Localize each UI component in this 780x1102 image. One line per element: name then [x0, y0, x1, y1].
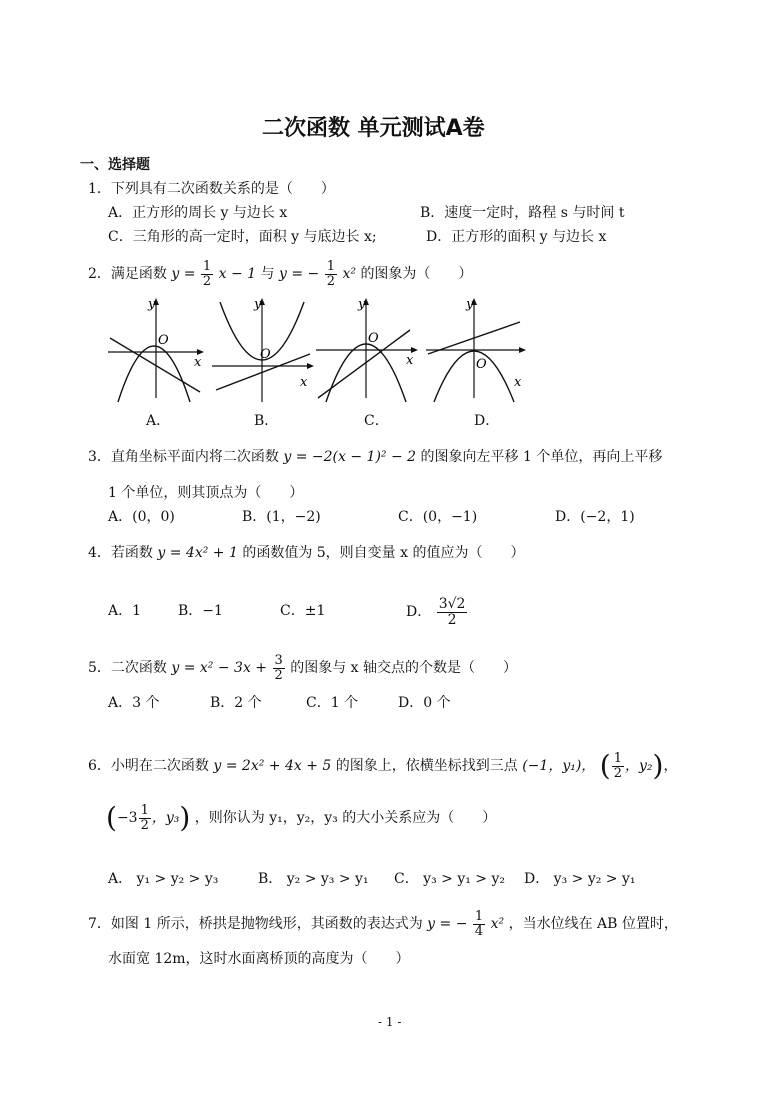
q5-option-d: D．0 个	[398, 695, 451, 711]
q1-option-d: D．正方形的面积 y 与边长 x	[426, 229, 607, 245]
q2-mid: 与	[260, 266, 275, 282]
q2-stem	[88, 254, 472, 294]
section-heading: 一、选择题	[80, 157, 150, 173]
q6-point-2-frac: $\frac{1}{2}$	[613, 750, 622, 781]
graph-c-x-label: x	[406, 353, 414, 368]
q5-frac: $\frac{3}{2}$	[274, 652, 283, 683]
graph-d-x-label: x	[514, 375, 522, 390]
q6-stem-line1: 6．小明在二次函数 y = 2x² + 4x + 5 的图象上，依横坐标找到三点 (−1，y₁)， ( $\frac{1}{2}$ ，y₂)，	[88, 749, 678, 782]
q4-option-a: A．1	[108, 603, 142, 619]
q6-point-3-tail: ，y₃	[151, 810, 180, 826]
graph-c-origin: O	[368, 331, 379, 346]
q2-f1-frac: $\frac{1}{2}$	[202, 258, 212, 289]
graph-c-y-label: y	[358, 297, 366, 312]
page-title: 二次函数 单元测试A卷	[262, 116, 485, 141]
q5-option-c: C．1 个	[306, 695, 359, 711]
graph-c-label: C．	[364, 413, 389, 429]
q4-option-c: C．±1	[280, 603, 326, 619]
q5-formula: y = x² − 3x +	[171, 660, 268, 676]
q4-option-b: B．−1	[178, 603, 223, 619]
q6-point-1: (−1，y₁)，	[522, 758, 596, 774]
q2-f1-post: x − 1	[218, 266, 257, 282]
q5-stem: 5．二次函数 y = x² − 3x + $\frac{3}{2}$ 的图象与 x 轴交点的个数是（ ）	[88, 652, 518, 683]
q6-option-a: A． y₁ > y₂ > y₃	[108, 871, 219, 887]
q1-option-c: C．三角形的高一定时，面积 y 与底边长 x;	[108, 229, 377, 245]
q4-stem: 4．若函数 y = 4x² + 1 的函数值为 5，则自变量 x 的值应为（ ）	[88, 545, 525, 561]
q7-stem-line1: 7．如图 1 所示，桥拱是抛物线形，其函数的表达式为 y = − $\frac{1}{4}$ x² ，当水位线在 AB 位置时，	[88, 908, 678, 939]
q4-formula: y = 4x² + 1	[157, 545, 238, 561]
q3-option-c: C．(0，−1)	[398, 509, 478, 525]
q2-f2-post: x²	[342, 266, 356, 282]
graph-d	[426, 297, 526, 402]
q3-stem-line1: 3．直角坐标平面内将二次函数 y = −2(x − 1)² − 2 的图象向左平移 1 个单位，再向上平移	[88, 449, 663, 465]
q1-stem: 1．下列具有二次函数关系的是（ ）	[88, 181, 335, 197]
graph-a-label: A．	[146, 413, 171, 429]
q4-option-d-frac: $\frac{3√2}{2}$	[438, 595, 466, 628]
graph-d-label: D．	[474, 413, 500, 429]
q6-option-d: D． y₃ > y₂ > y₁	[524, 871, 636, 887]
q1-option-a: A．正方形的周长 y 与边长 x	[108, 205, 288, 221]
q5-option-b: B．2 个	[210, 695, 262, 711]
q6-point-2-tail: ，y₂	[624, 758, 653, 774]
graph-b-label: B．	[254, 413, 279, 429]
q6-stem-line2: (−3 $\frac{1}{2}$ ，y₃) ，则你认为 y₁，y₂，y₃ 的大小关系应为（ ）	[106, 801, 497, 834]
q6-formula: y = 2x² + 4x + 5	[213, 758, 332, 774]
q2-graphs	[104, 294, 534, 406]
graph-a	[108, 297, 204, 402]
q6-point-3-frac: $\frac{1}{2}$	[140, 802, 149, 833]
q3-option-d: D．(−2，1)	[555, 509, 635, 525]
q2-tail: 的图象为（ ）	[360, 266, 473, 282]
q6-option-b: B． y₂ > y₃ > y₁	[258, 871, 369, 887]
q2-f1-pre: y =	[171, 266, 196, 282]
q3-option-b: B．(1，−2)	[242, 509, 321, 525]
graph-a-x-label: x	[194, 355, 202, 370]
q2-f2-frac: $\frac{1}{2}$	[326, 258, 336, 289]
q7-formula-post: x²	[490, 916, 505, 932]
graph-d-y-label: y	[466, 297, 474, 312]
graph-a-origin: O	[158, 333, 169, 348]
q3-option-a: A．(0，0)	[108, 509, 175, 525]
graph-b-y-label: y	[254, 297, 262, 312]
page-number: - 1 -	[378, 1015, 402, 1029]
graph-d-origin: O	[476, 357, 487, 372]
q3-formula: y = −2(x − 1)² − 2	[283, 449, 417, 465]
q2-f2-pre: y = −	[279, 266, 320, 282]
q7-stem-line2: 水面宽 12m，这时水面离桥顶的高度为（ ）	[108, 951, 410, 967]
graph-b-x-label: x	[300, 375, 308, 390]
q6-option-c: C． y₃ > y₁ > y₂	[394, 871, 505, 887]
q7-formula-pre: y = −	[427, 916, 468, 932]
q2-lead: 2．满足函数	[88, 266, 167, 282]
graph-c	[316, 297, 418, 402]
q5-option-a: A．3 个	[108, 695, 160, 711]
q7-frac: $\frac{1}{4}$	[474, 908, 484, 939]
graph-a-y-label: y	[148, 297, 156, 312]
q4-option-d: D． $\frac{3√2}{2}$	[406, 595, 466, 628]
graph-b-origin: O	[260, 347, 271, 362]
graph-b	[212, 297, 314, 402]
q1-option-b: B．速度一定时，路程 s 与时间 t	[420, 205, 625, 221]
q6-point-3-whole: −3	[116, 810, 138, 826]
q3-stem-line2: 1 个单位，则其顶点为（ ）	[108, 485, 304, 501]
